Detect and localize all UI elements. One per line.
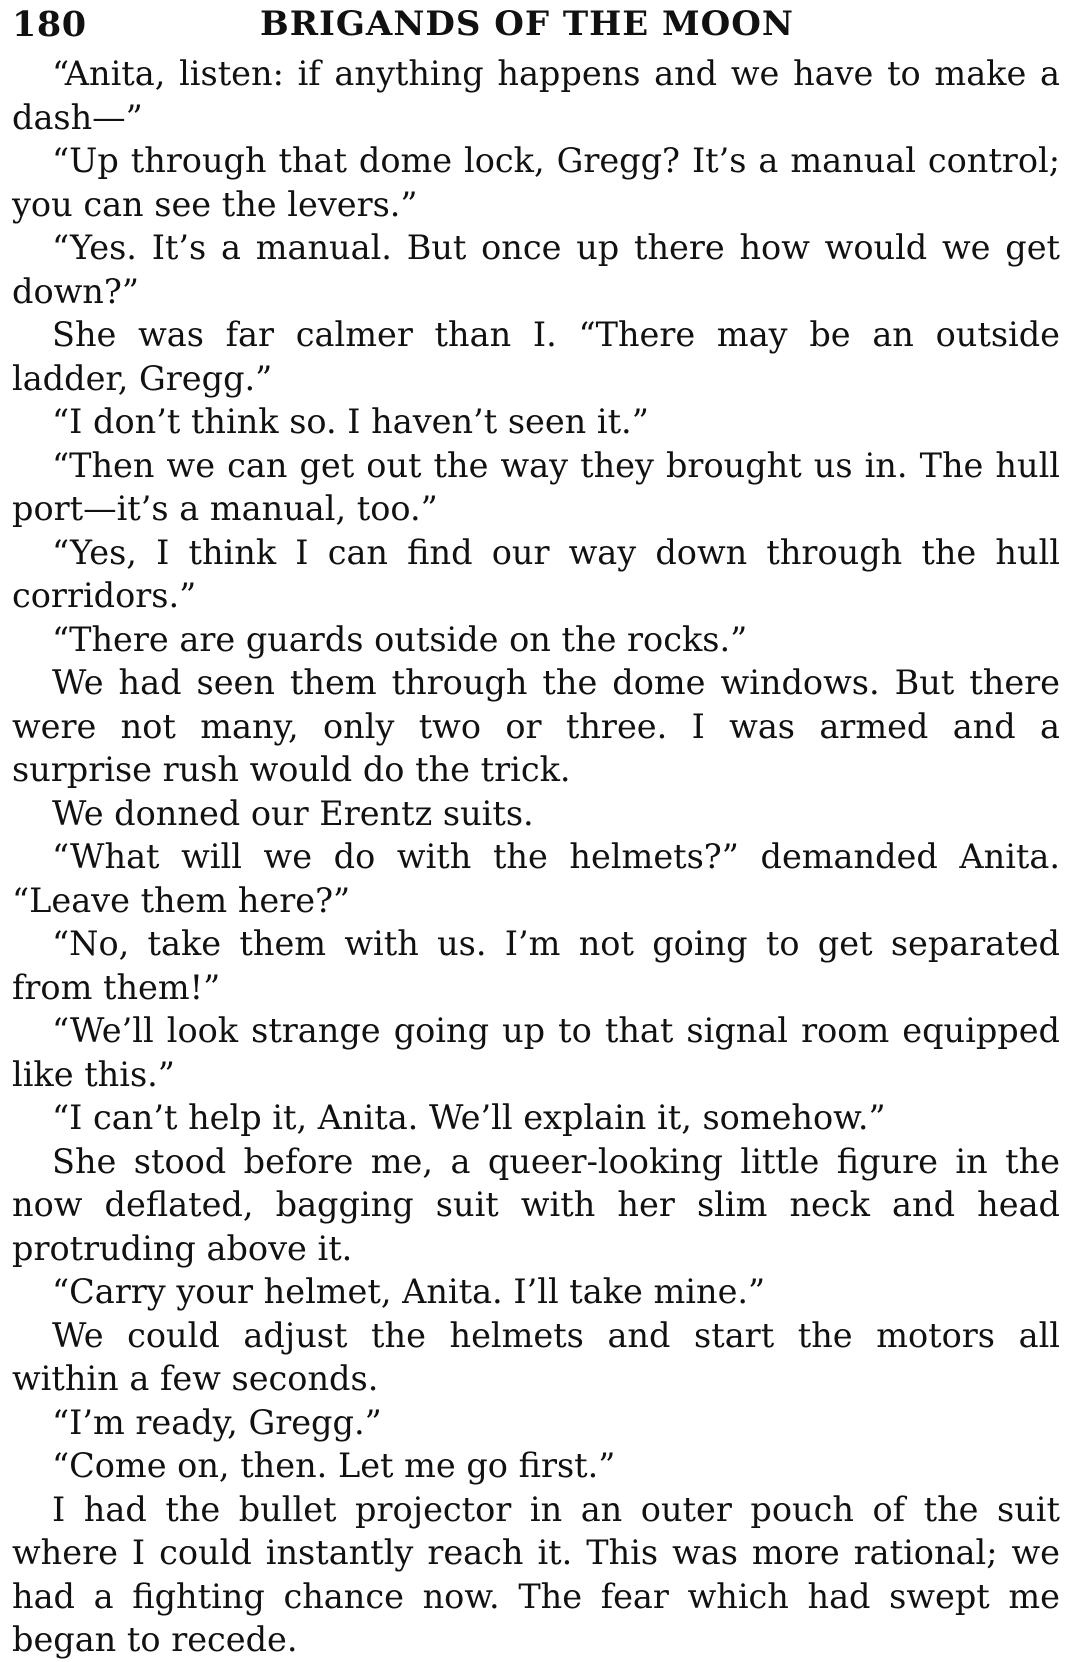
running-title: BRIGANDS OF THE MOON (260, 4, 794, 44)
paragraph: “I’m ready, Gregg.” (52, 1402, 382, 1442)
paragraph: “I can’t help it, Anita. We’ll explain it, somehow.” (52, 1098, 886, 1137)
body-text (12, 52, 1060, 1662)
book-page (12, 0, 1060, 1662)
paragraph: She was far calmer than I. “There may be an outside ladder, Gregg.” (12, 315, 1060, 398)
paragraph: “Then we can get out the way they brought us in. The hull port—it’s a manual, too.” (12, 445, 1060, 528)
paragraph: “What will we do with the helmets?” demanded Anita. “Leave them here?” (12, 837, 1060, 920)
paragraph: “Carry your helmet, Anita. I’ll take mine.” (52, 1272, 766, 1311)
page-header (12, 0, 1060, 52)
paragraph: “Up through that dome lock, Gregg? It’s a manual control; you can see the levers.” (12, 141, 1060, 224)
paragraph: “I don’t think so. I haven’t seen it.” (52, 402, 649, 441)
paragraph: “Yes. It’s a manual. But once up there how would we get down?” (12, 228, 1060, 311)
paragraph: We could adjust the helmets and start the motors all within a few seconds. (12, 1315, 1060, 1398)
paragraph: “Anita, listen: if anything happens and we have to make a dash—” (12, 54, 1060, 137)
paragraph: We donned our Erentz suits. (52, 793, 534, 833)
paragraph: I had the bullet projector in an outer pouch of the suit where I could instantly reach it. This was more rational; we had a fighting chance now. The fear which had swept me began to recede. (12, 1489, 1060, 1659)
paragraph: “There are guards outside on the rocks.” (52, 619, 748, 659)
paragraph: We had seen them through the dome windows. But there were not many, only two or three. I was armed and a surprise rush would do the trick. (12, 663, 1060, 789)
paragraph: “We’ll look strange going up to that signal room equipped like this.” (12, 1011, 1060, 1094)
paragraph: “Yes, I think I can find our way down through the hull corridors.” (12, 532, 1060, 615)
paragraph: She stood before me, a queer-looking little figure in the now deflated, bagging suit with her slim neck and head protruding above it. (12, 1141, 1060, 1268)
paragraph: “Come on, then. Let me go first.” (52, 1446, 616, 1485)
paragraph: “No, take them with us. I’m not going to get separated from them!” (12, 924, 1060, 1007)
page-number: 180 (12, 4, 87, 45)
